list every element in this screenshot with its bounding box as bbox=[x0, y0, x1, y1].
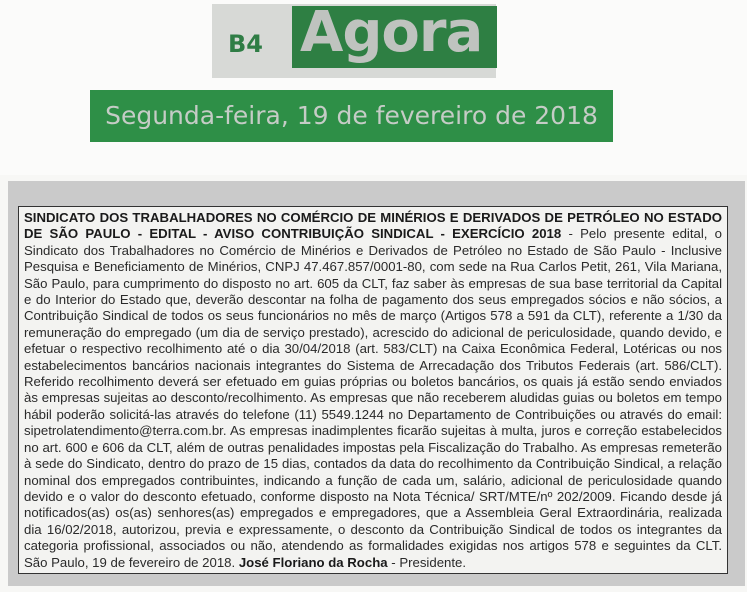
notice-body: - Pelo presente edital, o Sindicato dos Trabalhadores no Comércio de Minérios e Derivados de Petróleo no Estado de São Paulo - Inclusive Pesquisa e Beneficiamento de Minérios, CNPJ 47.467.857/0001-80, com sede na Rua Carlos Petit, 261, Vila Mariana, São Paulo, para cumprimento do disposto no art. 605 da CLT, faz saber às empresas de sua base territorial da Capital e do Interior do Estado que, deverão descontar na folha de pagamento dos seus empregados sócios e não sócios, a Contribuição Sindical de todos os seus funcionários no mês de março (Artigos 578 a 591 da CLT), referente a 1/30 da remuneração do empregado (um dia de serviço prestado), acrescido do adicional de periculosidade, quando devido, e efetuar o respectivo recolhimento até o dia 30/04/2018 (art. 583/CLT) na Caixa Econômica Federal, Lotéricas ou nos estabelecimentos bancários nacionais integrantes do Sistema de Arrecadação dos Tributos Federais (art. 586/CLT). Referido recolhimento deverá ser efetuado em guias próprias ou boletos bancários, os quais já estão sendo enviados às empresas sujeitas ao desconto/recolhimento. As empresas que não receberem aludidas guias ou boletos em tempo hábil poderão solicitá-las através do telefone (11) 5549.1244 no Departamento de Contribuições ou através do email: sipetrolatendimento@terra.com.br. As empresas inadimplentes ficarão sujeitas à multa, juros e correção estabelecidos no art. 600 e 606 da CLT, além de outras penalidades impostas pela Fiscalização do Trabalho. As empresas remeterão à sede do Sindicato, dentro do prazo de 15 dias, contados da data do recolhimento da Contribuição Sindical, a relação nominal dos empregados contribuintes, indicando a função de cada um, salário, adicional de periculosidade quando devido e o valor do desconto efetuado, conforme disposto na Nota Técnica/ SRT/MTE/nº 202/2009. Ficando desde já notificados(as) os(as) senhores(as) empregados e empregadores, que a Assembleia Geral Extraordinária, realizada dia 16/02/2018, autorizou, previa e expressamente, o desconto da Contribuição Sindical de todos os integrantes da categoria profissional, associados ou não, atendendo as formalidades exigidas nos artigos 578 e seguintes da CLT. São Paulo, 19 de fevereiro de 2018. bbox=[24, 226, 722, 570]
notice-paragraph bbox=[24, 210, 722, 571]
legal-notice bbox=[18, 206, 728, 574]
newspaper-title: Agora bbox=[300, 0, 483, 65]
notice-signatory: José Floriano da Rocha bbox=[238, 554, 388, 570]
notice-title: SINDICATO DOS TRABALHADORES NO COMÉRCIO DE MINÉRIOS E DERIVADOS DE PETRÓLEO NO ESTADO DE SÃO PAULO - EDITAL - AVISO CONTRIBUIÇÃO SINDICAL - EXERCÍCIO 2018 bbox=[24, 210, 722, 242]
section-code: B4 bbox=[228, 30, 263, 58]
notice-signatory-role: - Presidente. bbox=[387, 554, 467, 570]
publication-date: Segunda-feira, 19 de fevereiro de 2018 bbox=[105, 101, 598, 130]
